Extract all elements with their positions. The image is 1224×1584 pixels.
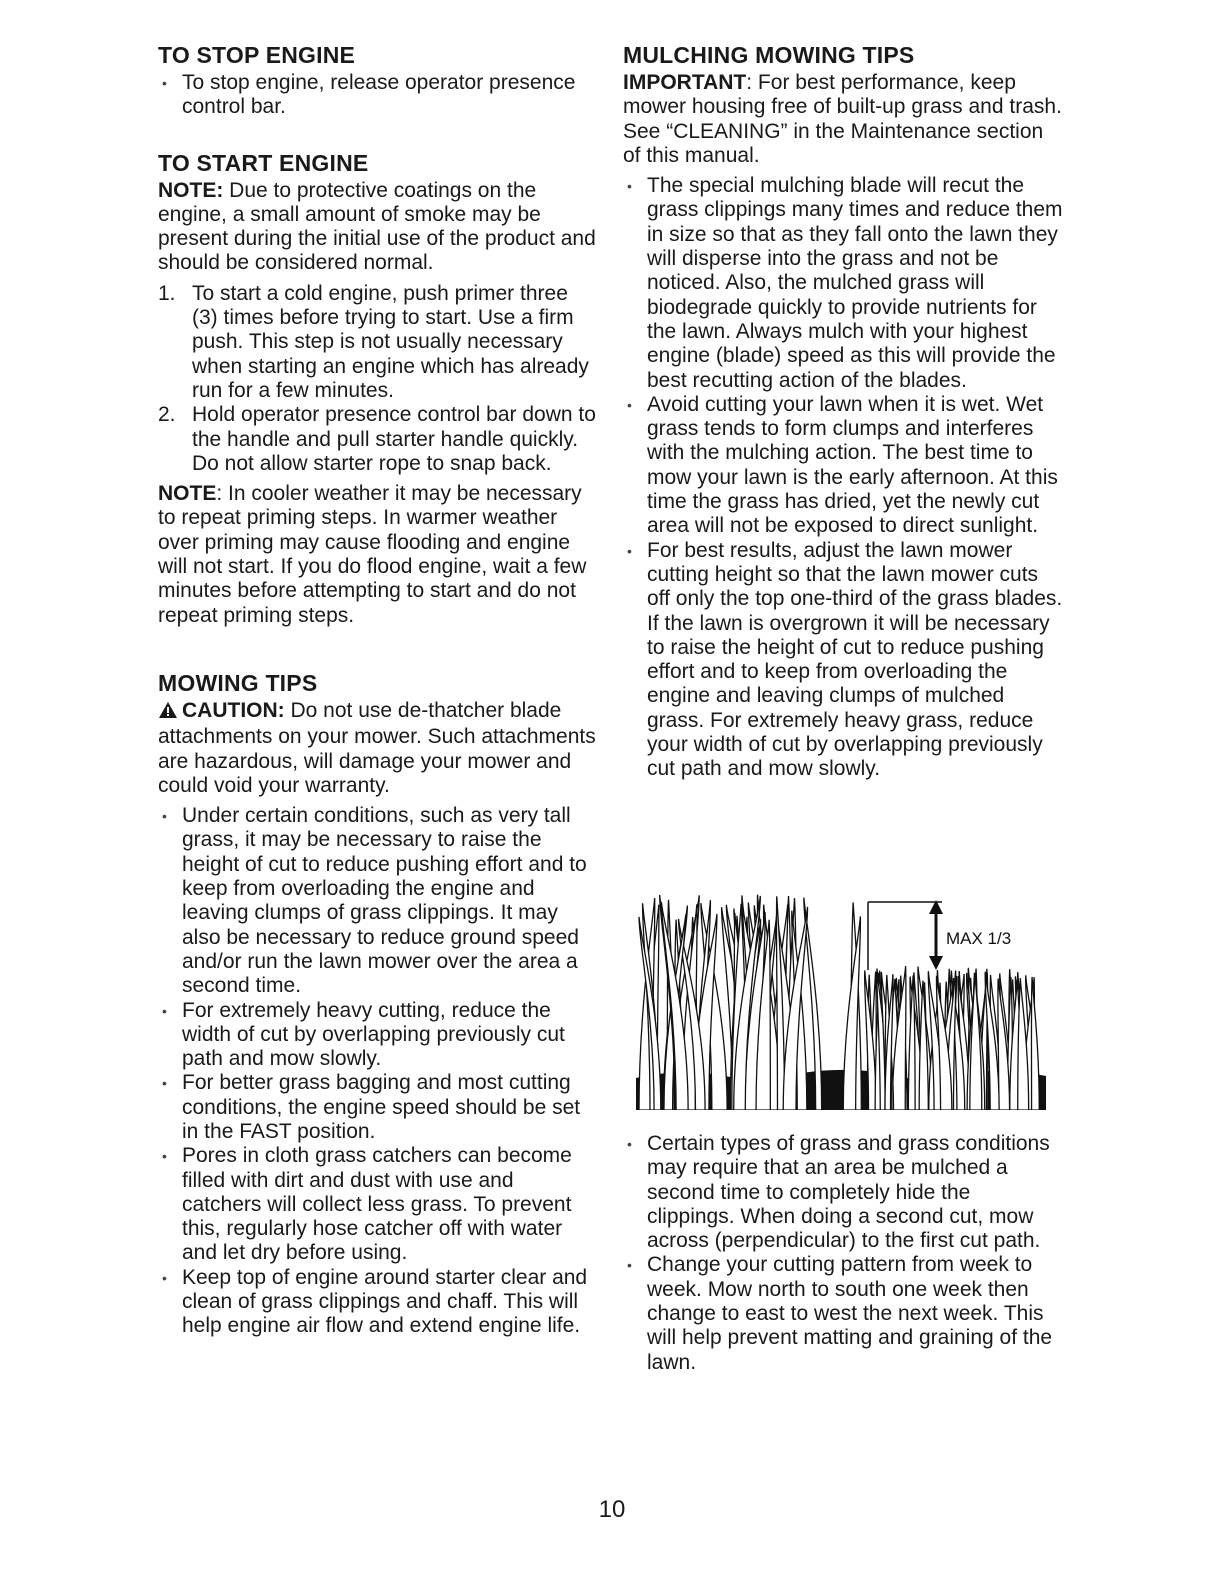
step-text: To start a cold engine, push primer three (3) times before trying to start. Use a firm push. This step is not usually necessary when starting an engine which has already run for a few minutes. — [192, 281, 589, 402]
list-item — [158, 403, 598, 476]
stop-engine-list — [158, 71, 598, 120]
mowing-tips-list — [158, 804, 598, 1339]
list-item — [158, 282, 598, 403]
max-one-third-label: MAX 1/3 — [946, 929, 1012, 948]
note-label: NOTE — [158, 482, 217, 506]
stop-engine-heading: TO STOP ENGINE — [158, 42, 356, 68]
list-item: • For better grass bagging and most cutting conditions, the engine speed should be set in the FAST position. — [158, 1071, 598, 1144]
mowing-tips-heading: MOWING TIPS — [158, 669, 318, 696]
mulching-list-continued — [623, 1132, 1063, 1375]
note-text: Due to protective coatings on the engine, a small amount of smoke may be present during the initial use of the product and should be considered normal. — [158, 178, 596, 275]
right-column-lower — [623, 1132, 1063, 1381]
right-column — [623, 42, 1063, 788]
list-item: • To stop engine, release operator presence control bar. — [158, 71, 598, 120]
grass-height-figure — [636, 888, 1046, 1110]
warning-triangle-icon — [158, 701, 178, 725]
important-label: IMPORTANT — [623, 71, 747, 94]
step-number: 1. — [158, 281, 176, 305]
list-item: • Pores in cloth grass catchers can become filled with dirt and dust with use and catchers will collect less grass. To prevent this, regularly hose catcher off with water and let dry before using. — [158, 1144, 598, 1265]
list-item: • Change your cutting pattern from week to week. Mow north to south one week then change to east to west the next week. This will help prevent matting and graining of the lawn. — [623, 1253, 1063, 1374]
list-item: • Keep top of engine around starter clear and clean of grass clippings and chaff. This will help engine air flow and extend engine life. — [158, 1266, 598, 1339]
step-text: Hold operator presence control bar down to the handle and pull starter handle quickly. Do not allow starter rope to snap back. — [192, 403, 596, 475]
start-engine-note — [158, 179, 598, 276]
caution-paragraph — [158, 699, 598, 798]
list-item: • Under certain conditions, such as very tall grass, it may be necessary to raise the height of cut to reduce pushing effort and to keep from overloading the engine and leaving clumps of grass clippings. It may also be necessary to reduce ground speed and/or run the lawn mower over the area a second time. — [158, 804, 598, 998]
note-label: NOTE: — [158, 178, 224, 202]
step-number: 2. — [158, 403, 176, 427]
list-item: • Avoid cutting your lawn when it is wet. Wet grass tends to form clumps and interferes with the mulching action. The best time to mow your lawn is the early afternoon. At this time the grass has dried, yet the newly cut area will not be exposed to direct sunlight. — [623, 393, 1063, 539]
list-item: • For extremely heavy cutting, reduce the width of cut by overlapping previously cut path and mow slowly. — [158, 999, 598, 1072]
mulching-heading: MULCHING MOWING TIPS — [623, 42, 915, 68]
cool-weather-note — [158, 482, 598, 628]
page-number: 10 — [598, 1496, 626, 1523]
mulching-list — [623, 174, 1063, 781]
list-item: • For best results, adjust the lawn mower cutting height so that the lawn mower cuts off only the top one-third of the grass blades. If the lawn is overgrown it will be necessary to raise the height of cut to reduce pushing effort and to keep from overloading the engine and leaving clumps of mulched grass. For extremely heavy grass, reduce your width of cut by overlapping previously cut path and mow slowly. — [623, 539, 1063, 782]
note-text: : In cooler weather it may be necessary to repeat priming steps. In warmer weather over priming may cause flooding and engine will not start. If you do flood engine, wait a few minutes before attempting to start and do not repeat priming steps. — [158, 482, 587, 627]
left-column — [158, 42, 598, 1345]
start-engine-heading: TO START ENGINE — [158, 149, 369, 176]
caution-text: Do not use de-thatcher blade attachments on your mower. Such attachments are hazardous, will damage your mower and could void your warranty. — [158, 698, 596, 797]
start-engine-steps — [158, 282, 598, 476]
important-text: : For best performance, keep mower housing free of built-up grass and trash. See “CLEANING” in the Maintenance section of this manual. — [623, 71, 1062, 167]
important-paragraph — [623, 71, 1063, 168]
grass-illustration — [636, 888, 1046, 1110]
caution-label: CAUTION: — [182, 698, 285, 722]
list-item: • The special mulching blade will recut the grass clippings many times and reduce them in size so that as they fall onto the lawn they will disperse into the grass and not be noticed. Also, the mulched grass will biodegrade quickly to provide nutrients for the lawn. Always mulch with your highest engine (blade) speed as this will provide the best recutting action of the blades. — [623, 174, 1063, 393]
list-item: • Certain types of grass and grass conditions may require that an area be mulched a second time to completely hide the clippings. When doing a second cut, mow across (perpendicular) to the first cut path. — [623, 1132, 1063, 1253]
